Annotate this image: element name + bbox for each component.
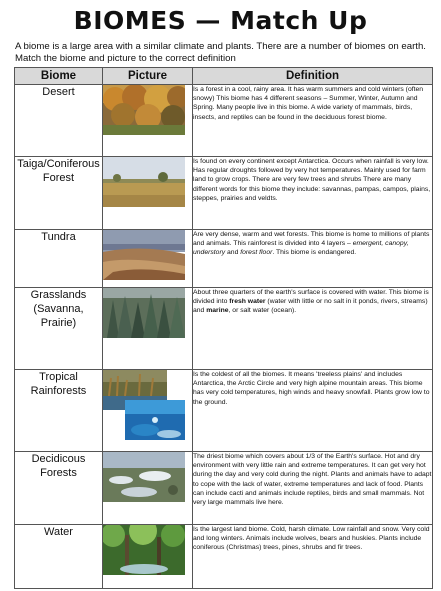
definition-text [193,85,433,157]
definition-text [193,452,433,525]
definition-run: marine [206,307,229,315]
definition-run: Is the coldest of all the biomes. It means 'treeless plains' and includes Antarctica, the Arctic Circle and very high alpine mountain areas. This biome has very cold temperatures, high winds and heavy snowfall. Plants grow low to the ground. [193,371,430,406]
definition-column-header: Definition [193,68,433,85]
water-photos [103,370,185,442]
intro-text: A biome is a large area with a similar climate and plants. There are a number of biomes on earth. Match the biome and picture to the correct definition [15,41,426,64]
desert-photo [103,230,185,280]
biome-name: Grasslands (Savanna, Prairie) [15,288,103,370]
definition-run: Is found on every continent except Antarctica. Occurs when rainfall is very low. Has regular droughts followed by very hot temperatures. Mainly used for farm land to grow crops. There are very few trees and shrubs There are many different words for this biome they include: savannas, pampas, campos, plains, steppes, prairies and veldts. [193,158,431,202]
definition-run: Is a forest in a cool, rainy area. It has warm summers and cold winters (often snowy) This biome has 4 different seasons – Summer, Winter, Autumn and Spring. Many people live in this biome. A wide variety of mammals, birds, insects, and reptiles can be found in the deciduous forest biome. [193,86,424,121]
definition-text [193,288,433,370]
definition-run: and [225,249,241,257]
picture-cell [103,85,193,157]
definition-text [193,370,433,452]
taiga-photo [103,288,185,338]
biome-name: Desert [15,85,103,157]
definition-run: About three quarters of the earth's surface is covered with water. This biome is divided into [193,289,429,306]
page-title: BIOMES — Match Up [73,6,368,35]
biome-column-header: Biome [15,68,103,85]
ocean-photo [125,400,185,440]
tundra-photo [103,452,185,502]
picture-cell [103,230,193,288]
definition-run: emergent, canopy, understory [193,240,409,257]
definition-run: fresh water [229,298,266,306]
table-row [15,452,433,525]
picture-cell [103,525,193,589]
table-row [15,525,433,589]
table-row [15,288,433,370]
header-row [15,68,433,85]
picture-cell [103,370,193,452]
forest-photo [103,85,185,135]
picture-cell [103,288,193,370]
biome-name: Water [15,525,103,589]
definition-run: . This biome is endangered. [272,249,357,257]
table-row [15,230,433,288]
definition-text [193,525,433,589]
rainforest-photo [103,525,185,575]
definition-run: Is the largest land biome. Cold, harsh climate. Low rainfall and snow. Very cold and long winters. Animals include wolves, bears and huskies. Plants include coniferous (Christmas) trees, pines, shrubs and fir trees. [193,526,430,552]
definition-run: forest floor [240,249,273,257]
definition-text [193,230,433,288]
biome-name: Taiga/Coniferous Forest [15,157,103,230]
grassland-photo [103,157,185,207]
picture-column-header: Picture [103,68,193,85]
definition-run: , or salt water (ocean). [228,307,297,315]
table-row [15,157,433,230]
definition-text [193,157,433,230]
biome-name: Tropical Rainforests [15,370,103,452]
biome-name: Decidicous Forests [15,452,103,525]
biomes-table [14,67,433,589]
definition-run: Are very dense, warm and wet forests. This biome is home to millions of plants and animals. This rainforest is divided into 4 layers – [193,231,430,248]
picture-cell [103,157,193,230]
biome-name: Tundra [15,230,103,288]
table-row [15,370,433,452]
table-row [15,85,433,157]
definition-run: The driest biome which covers about 1/3 of the Earth's surface. Hot and dry environment with very little rain and extreme temperatures. It can get very hot during the day and very cold during the night. Plants and animals have to adapt to cope with the lack of water, extreme temperatures and lack of food. Plants can include cacti and animals include reptiles, birds and small mammals. Not very large mammals live here. [193,453,432,507]
definition-run: (water with little or no salt in it ponds, rivers, streams) and [193,298,428,315]
picture-cell [103,452,193,525]
